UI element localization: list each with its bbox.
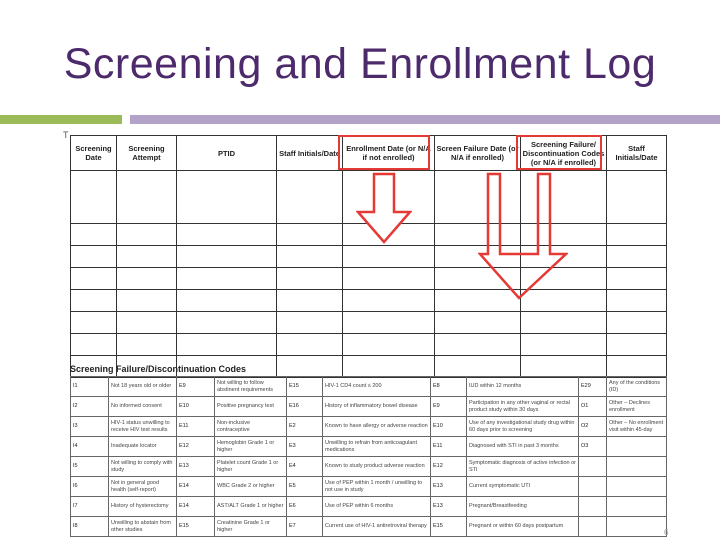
code-cell: I2	[71, 397, 109, 417]
code-cell: E11	[431, 437, 467, 457]
code-cell: I3	[71, 417, 109, 437]
code-description: Use of PEP within 1 month / unwilling to not use in study	[323, 477, 431, 497]
code-description: Other – Declines enrollment	[607, 397, 667, 417]
code-description: Known to study product adverse reaction	[323, 457, 431, 477]
code-cell: E13	[431, 497, 467, 517]
code-cell: E13	[177, 457, 215, 477]
code-cell: E15	[431, 517, 467, 537]
table-row	[71, 457, 667, 477]
code-description: Inadequate locator	[109, 437, 177, 457]
code-description: Creatinine Grade 1 or higher	[215, 517, 287, 537]
highlight-box-failure-columns	[516, 135, 602, 170]
col-enrollment-date: Enrollment Date (or N/A if not enrolled)	[343, 136, 435, 171]
code-cell	[579, 517, 607, 537]
code-description	[607, 477, 667, 497]
code-description: Current symptomatic UTI	[467, 477, 579, 497]
code-description: IUD within 12 months	[467, 377, 579, 397]
code-description: Hemoglobin Grade 1 or higher	[215, 437, 287, 457]
code-cell: I7	[71, 497, 109, 517]
code-description: Not willing to follow abstinent requirements	[215, 377, 287, 397]
code-cell: E12	[177, 437, 215, 457]
code-cell: E14	[177, 497, 215, 517]
table-row	[71, 477, 667, 497]
code-cell: E11	[177, 417, 215, 437]
code-cell: I4	[71, 437, 109, 457]
code-cell: I1	[71, 377, 109, 397]
code-cell: E12	[431, 457, 467, 477]
col-screening-attempt: Screening Attempt	[117, 136, 177, 171]
table-row	[71, 312, 667, 334]
table-row	[71, 246, 667, 268]
code-description: WBC Grade 2 or higher	[215, 477, 287, 497]
code-description: Positive pregnancy test	[215, 397, 287, 417]
accent-bar-green	[0, 115, 122, 124]
code-cell: E10	[177, 397, 215, 417]
code-description: Platelet count Grade 1 or higher	[215, 457, 287, 477]
slide-title: Screening and Enrollment Log	[63, 40, 657, 88]
col-screen-failure-date: Screen Failure Date (or N/A if enrolled)	[435, 136, 521, 171]
table-row	[71, 497, 667, 517]
code-description: No informed consent	[109, 397, 177, 417]
code-cell: E7	[287, 517, 323, 537]
code-description: Symptomatic diagnosis of active infection or STI	[467, 457, 579, 477]
code-description	[607, 457, 667, 477]
code-cell: E15	[287, 377, 323, 397]
code-description	[607, 437, 667, 457]
code-description: AST/ALT Grade 1 or higher	[215, 497, 287, 517]
code-cell: E13	[431, 477, 467, 497]
code-description: Unwilling to abstain from other studies	[109, 517, 177, 537]
code-description: Non-inclusive contraceptive	[215, 417, 287, 437]
code-cell: I6	[71, 477, 109, 497]
code-description: Participation in any other vaginal or rectal product study within 30 days	[467, 397, 579, 417]
col-staff-initials: Staff Initials/Date	[277, 136, 343, 171]
code-description: Not 18 years old or older	[109, 377, 177, 397]
code-cell: E9	[177, 377, 215, 397]
code-cell: E9	[431, 397, 467, 417]
code-cell: I8	[71, 517, 109, 537]
col-failure-codes: Screening Failure/ Discontinuation Codes (or N/A if enrolled)	[521, 136, 607, 171]
code-cell: O1	[579, 397, 607, 417]
code-cell: E3	[287, 437, 323, 457]
down-arrow-icon	[478, 172, 568, 300]
code-cell: E10	[431, 417, 467, 437]
code-cell: E14	[177, 477, 215, 497]
code-cell: E2	[287, 417, 323, 437]
col-screening-date: Screening Date	[71, 136, 117, 171]
codes-section-title: Screening Failure/Discontinuation Codes	[70, 364, 247, 374]
code-cell: E4	[287, 457, 323, 477]
code-description: HIV-1 CD4 count ≤ 200	[323, 377, 431, 397]
code-description: Not willing to comply with study	[109, 457, 177, 477]
code-description	[607, 517, 667, 537]
failure-codes-table	[70, 376, 667, 537]
table-row	[71, 417, 667, 437]
code-description: History of inflammatory bowel disease	[323, 397, 431, 417]
code-description: Use of PEP within 6 months	[323, 497, 431, 517]
code-cell: E16	[287, 397, 323, 417]
code-cell	[579, 497, 607, 517]
code-cell: O3	[579, 437, 607, 457]
table-row	[71, 377, 667, 397]
code-cell: E15	[177, 517, 215, 537]
code-cell: I5	[71, 457, 109, 477]
code-cell	[579, 457, 607, 477]
code-description: Use of any investigational study drug within 60 days prior to screening	[467, 417, 579, 437]
table-row	[71, 437, 667, 457]
table-row	[71, 517, 667, 537]
code-cell: E5	[287, 477, 323, 497]
code-cell: E8	[431, 377, 467, 397]
code-cell: E6	[287, 497, 323, 517]
page-number: 6	[664, 528, 669, 537]
code-description: Pregnant/Breastfeeding	[467, 497, 579, 517]
code-description: Unwilling to refrain from anticoagulant medications	[323, 437, 431, 457]
code-description: Current use of HIV-1 antiretroviral therapy	[323, 517, 431, 537]
table-row	[71, 334, 667, 356]
code-description: History of hysterectomy	[109, 497, 177, 517]
code-description: Not in general good health (self-report)	[109, 477, 177, 497]
code-description: HIV-1 status unwilling to receive HIV test results	[109, 417, 177, 437]
code-description: Any of the conditions (ID)	[607, 377, 667, 397]
code-description: Known to have allergy or adverse reaction	[323, 417, 431, 437]
table-row	[71, 290, 667, 312]
down-arrow-icon	[356, 172, 412, 244]
highlight-box-enrollment-date	[338, 135, 430, 170]
accent-bar-purple	[130, 115, 720, 124]
code-description: Diagnosed with STI in past 3 months	[467, 437, 579, 457]
table-row	[71, 397, 667, 417]
code-description	[607, 497, 667, 517]
col-staff-initials-2: Staff Initials/Date	[607, 136, 667, 171]
code-description: Pregnant or within 60 days postpartum	[467, 517, 579, 537]
table-row	[71, 268, 667, 290]
code-description: Other – No enrollment visit within 45-day	[607, 417, 667, 437]
col-ptid: PTID	[177, 136, 277, 171]
code-cell: O2	[579, 417, 607, 437]
code-cell	[579, 477, 607, 497]
corner-mark: T	[63, 130, 69, 140]
code-cell: E29	[579, 377, 607, 397]
